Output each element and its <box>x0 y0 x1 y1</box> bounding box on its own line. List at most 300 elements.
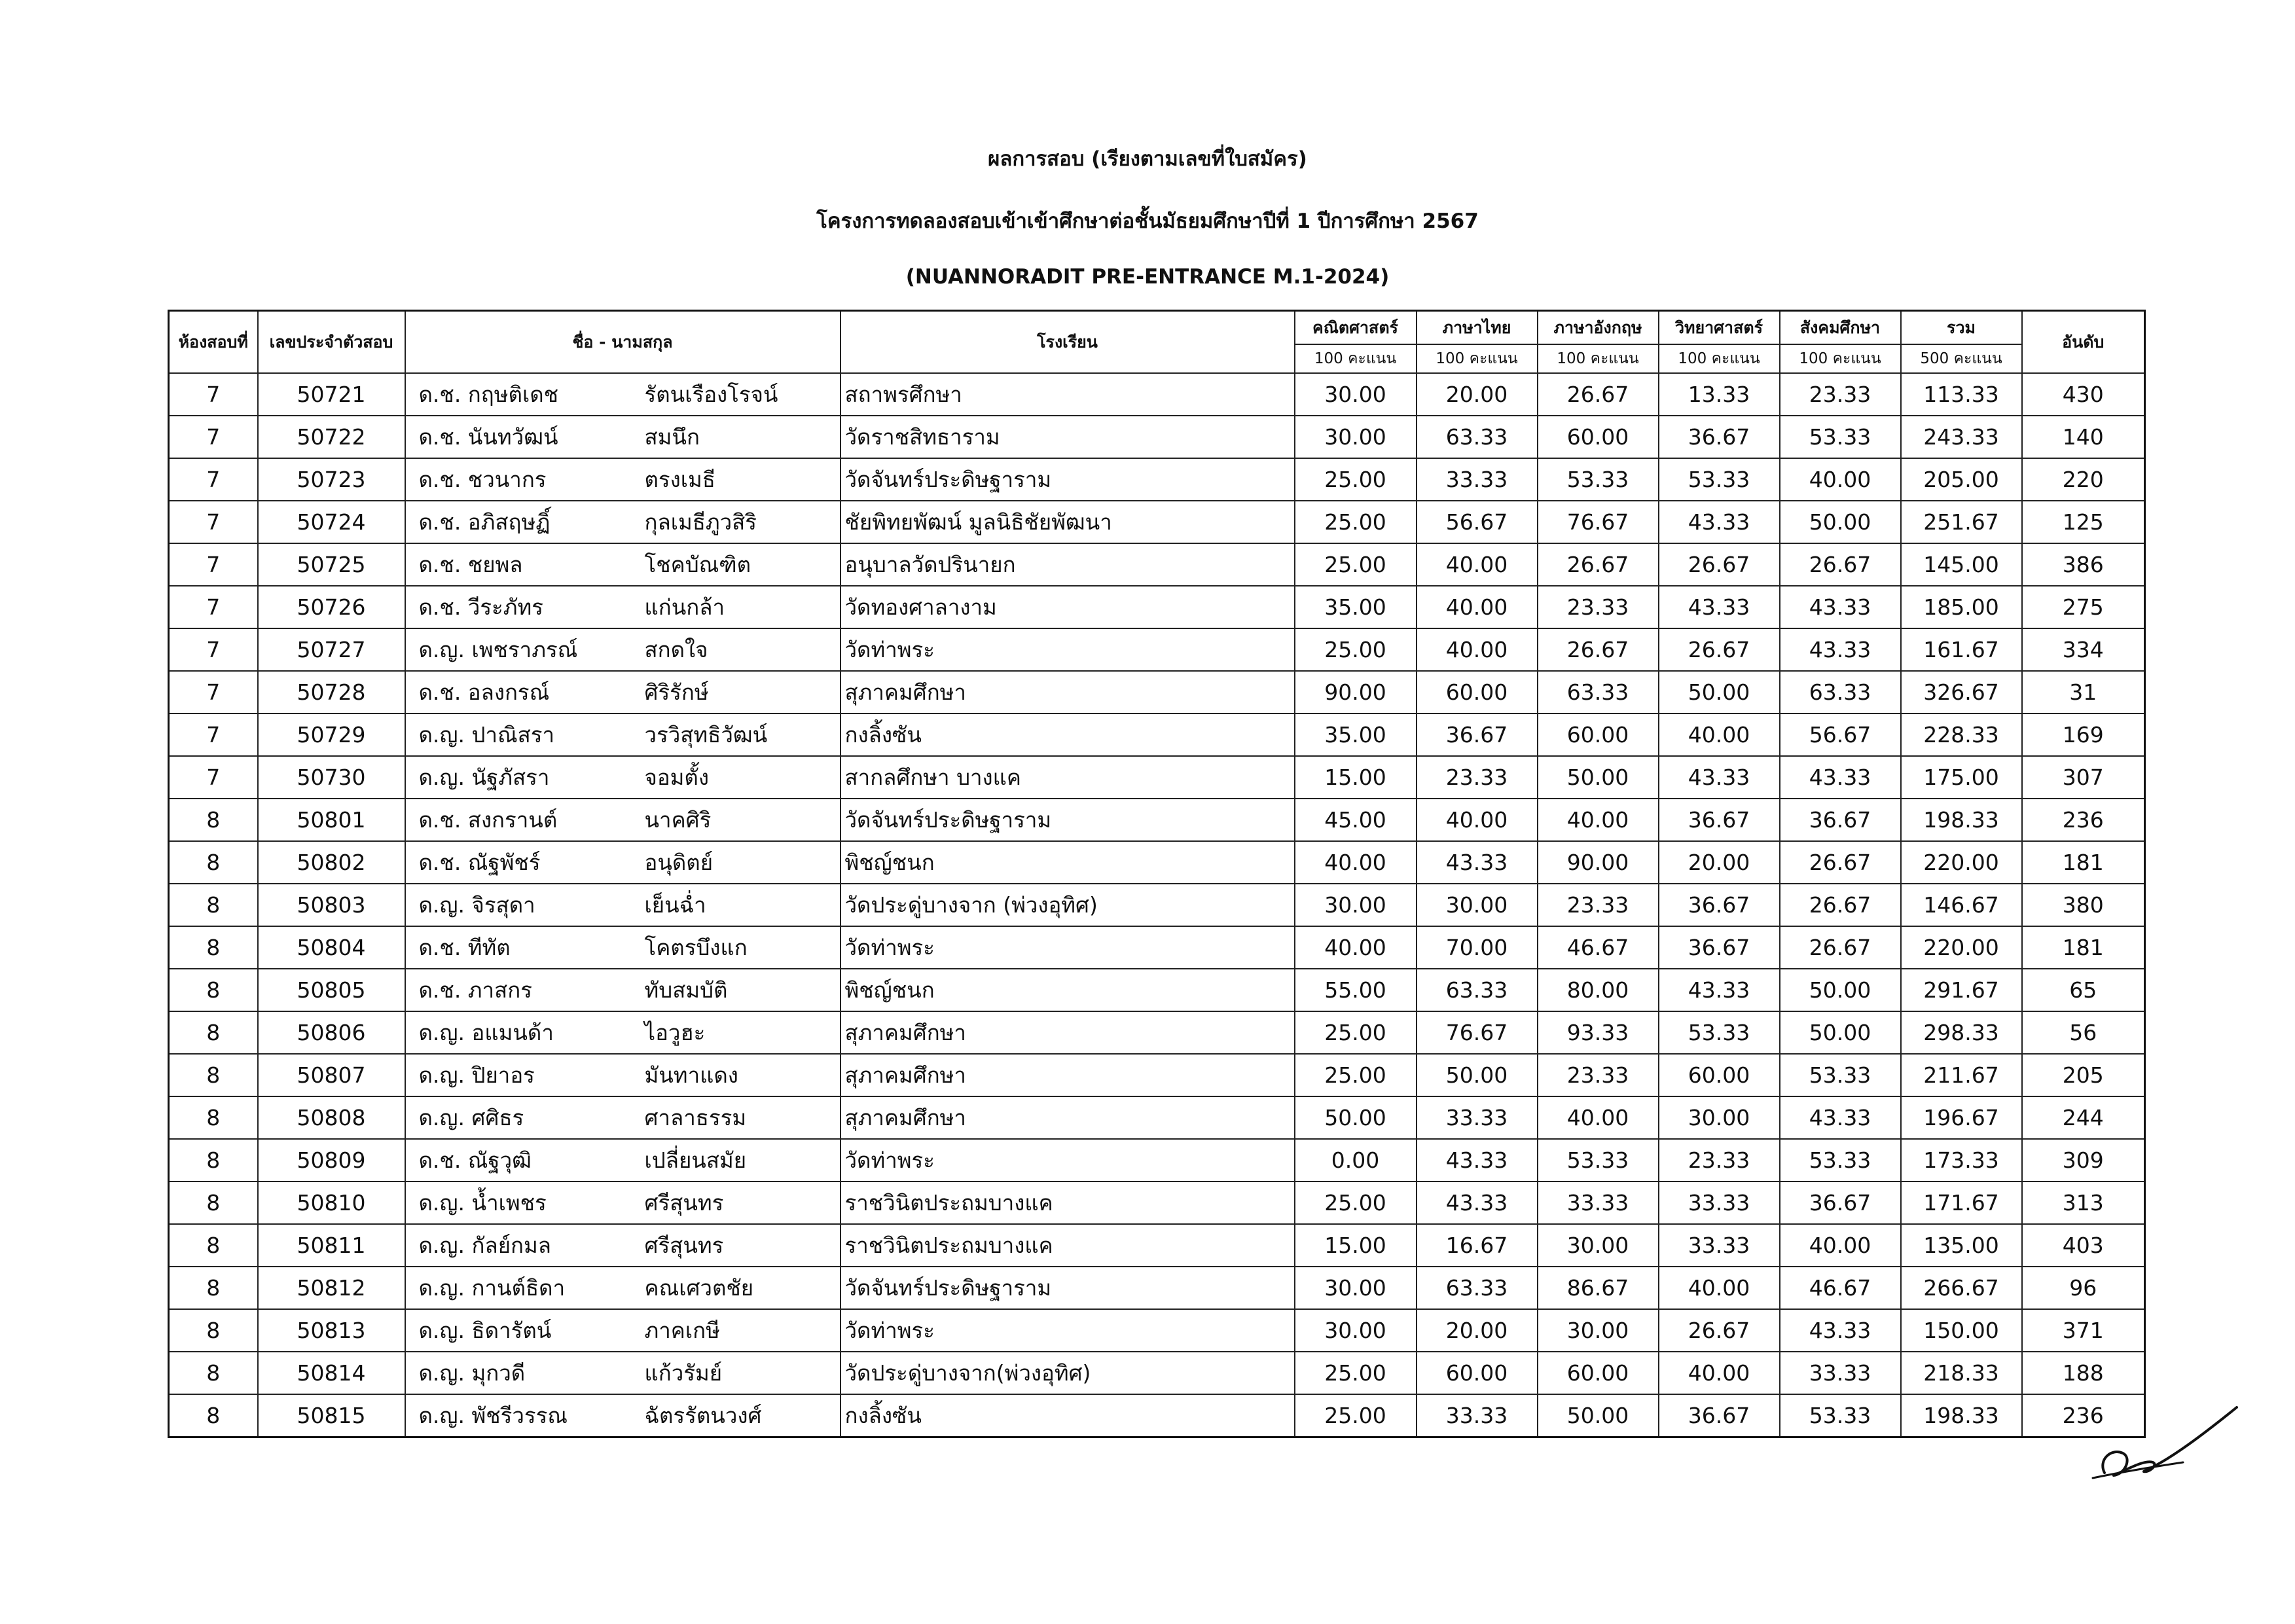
exam-id-cell: 50804 <box>258 926 405 969</box>
exam-id-cell: 50812 <box>258 1267 405 1309</box>
table-row <box>169 458 2145 501</box>
english-score-cell: 23.33 <box>1538 1054 1659 1096</box>
room-cell: 7 <box>169 713 258 756</box>
school-cell: วัดท่าพระ <box>840 1309 1295 1352</box>
science-score-cell: 36.67 <box>1659 416 1780 458</box>
rank-cell: 140 <box>2022 416 2145 458</box>
surname: แก้วรัมย์ <box>644 1360 723 1386</box>
math-score-cell: 25.00 <box>1295 1352 1417 1394</box>
social-score-cell: 53.33 <box>1780 416 1901 458</box>
table-row <box>169 586 2145 628</box>
name-cell <box>405 671 840 713</box>
exam-id-cell: 50730 <box>258 756 405 799</box>
surname: สมนึก <box>644 424 700 450</box>
room-cell: 8 <box>169 841 258 884</box>
max-score-social: 100 คะแนน <box>1780 344 1901 373</box>
first-name: ด.ช. ชวนากร <box>418 467 547 492</box>
first-name: ด.ช. อภิสฤษฏิ์ <box>418 509 551 535</box>
rank-cell: 275 <box>2022 586 2145 628</box>
english-score-cell: 60.00 <box>1538 713 1659 756</box>
name-cell <box>405 628 840 671</box>
science-score-cell: 53.33 <box>1659 458 1780 501</box>
rank-cell: 65 <box>2022 969 2145 1011</box>
math-score-cell: 0.00 <box>1295 1139 1417 1182</box>
name-cell <box>405 373 840 416</box>
english-score-cell: 26.67 <box>1538 543 1659 586</box>
max-score-math: 100 คะแนน <box>1295 344 1417 373</box>
first-name: ด.ญ. ปาณิสรา <box>418 722 555 748</box>
table-row <box>169 1011 2145 1054</box>
thai-score-cell: 33.33 <box>1417 458 1538 501</box>
room-cell: 8 <box>169 1054 258 1096</box>
room-cell: 8 <box>169 1011 258 1054</box>
surname: รัตนเรืองโรจน์ <box>644 382 778 407</box>
table-row <box>169 756 2145 799</box>
rank-cell: 236 <box>2022 799 2145 841</box>
science-score-cell: 36.67 <box>1659 799 1780 841</box>
room-cell: 8 <box>169 1267 258 1309</box>
table-row <box>169 1394 2145 1437</box>
exam-id-cell: 50722 <box>258 416 405 458</box>
first-name: ด.ญ. อแมนด้า <box>418 1020 554 1045</box>
thai-score-cell: 16.67 <box>1417 1224 1538 1267</box>
thai-score-cell: 63.33 <box>1417 1267 1538 1309</box>
science-score-cell: 40.00 <box>1659 1267 1780 1309</box>
first-name: ด.ญ. ธิดารัตน์ <box>418 1318 552 1343</box>
table-row <box>169 373 2145 416</box>
thai-score-cell: 20.00 <box>1417 1309 1538 1352</box>
english-score-cell: 60.00 <box>1538 1352 1659 1394</box>
math-score-cell: 35.00 <box>1295 586 1417 628</box>
social-score-cell: 36.67 <box>1780 799 1901 841</box>
math-score-cell: 40.00 <box>1295 926 1417 969</box>
social-score-cell: 53.33 <box>1780 1054 1901 1096</box>
rank-cell: 236 <box>2022 1394 2145 1437</box>
rank-cell: 309 <box>2022 1139 2145 1182</box>
science-score-cell: 26.67 <box>1659 628 1780 671</box>
school-cell: สุภาคมศึกษา <box>840 671 1295 713</box>
science-score-cell: 13.33 <box>1659 373 1780 416</box>
english-score-cell: 80.00 <box>1538 969 1659 1011</box>
english-score-cell: 46.67 <box>1538 926 1659 969</box>
table-row <box>169 1182 2145 1224</box>
room-cell: 8 <box>169 1309 258 1352</box>
thai-score-cell: 63.33 <box>1417 969 1538 1011</box>
room-cell: 8 <box>169 1394 258 1437</box>
math-score-cell: 25.00 <box>1295 1394 1417 1437</box>
first-name: ด.ช. กฤษติเดช <box>418 382 559 407</box>
room-cell: 7 <box>169 628 258 671</box>
thai-score-cell: 43.33 <box>1417 841 1538 884</box>
col-header-school: โรงเรียน <box>840 311 1295 374</box>
science-score-cell: 53.33 <box>1659 1011 1780 1054</box>
surname: ศาลาธรรม <box>644 1105 747 1130</box>
rank-cell: 220 <box>2022 458 2145 501</box>
document-subtitle: โครงการทดลองสอบเข้าเข้าศึกษาต่อชั้นมัธยมศึกษาปีที่ 1 ปีการศึกษา 2567 <box>816 209 1479 233</box>
total-score-cell: 113.33 <box>1901 373 2022 416</box>
table-row <box>169 1096 2145 1139</box>
school-cell: วัดท่าพระ <box>840 628 1295 671</box>
math-score-cell: 15.00 <box>1295 1224 1417 1267</box>
first-name: ด.ช. สงกรานต์ <box>418 807 558 833</box>
table-row <box>169 1309 2145 1352</box>
social-score-cell: 43.33 <box>1780 628 1901 671</box>
rank-cell: 371 <box>2022 1309 2145 1352</box>
english-score-cell: 26.67 <box>1538 628 1659 671</box>
math-score-cell: 25.00 <box>1295 501 1417 543</box>
total-score-cell: 146.67 <box>1901 884 2022 926</box>
school-cell: วัดท่าพระ <box>840 1139 1295 1182</box>
exam-id-cell: 50802 <box>258 841 405 884</box>
total-score-cell: 196.67 <box>1901 1096 2022 1139</box>
rank-cell: 96 <box>2022 1267 2145 1309</box>
room-cell: 7 <box>169 756 258 799</box>
rank-cell: 307 <box>2022 756 2145 799</box>
total-score-cell: 205.00 <box>1901 458 2022 501</box>
total-score-cell: 251.67 <box>1901 501 2022 543</box>
social-score-cell: 23.33 <box>1780 373 1901 416</box>
english-score-cell: 30.00 <box>1538 1224 1659 1267</box>
surname: ศรีสุนทร <box>644 1233 724 1258</box>
thai-score-cell: 40.00 <box>1417 799 1538 841</box>
first-name: ด.ช. ชยพล <box>418 552 523 577</box>
table-row <box>169 1224 2145 1267</box>
science-score-cell: 36.67 <box>1659 1394 1780 1437</box>
surname: กุลเมธีภูวสิริ <box>644 509 757 535</box>
exam-id-cell: 50728 <box>258 671 405 713</box>
rank-cell: 380 <box>2022 884 2145 926</box>
school-cell: ราชวินิตประถมบางแค <box>840 1182 1295 1224</box>
rank-cell: 205 <box>2022 1054 2145 1096</box>
social-score-cell: 36.67 <box>1780 1182 1901 1224</box>
room-cell: 8 <box>169 1096 258 1139</box>
social-score-cell: 56.67 <box>1780 713 1901 756</box>
math-score-cell: 30.00 <box>1295 373 1417 416</box>
total-score-cell: 218.33 <box>1901 1352 2022 1394</box>
table-row <box>169 416 2145 458</box>
name-cell <box>405 756 840 799</box>
total-score-cell: 211.67 <box>1901 1054 2022 1096</box>
school-cell: สุภาคมศึกษา <box>840 1011 1295 1054</box>
document-title: ผลการสอบ (เรียงตามเลขที่ใบสมัคร) <box>988 147 1307 171</box>
thai-score-cell: 36.67 <box>1417 713 1538 756</box>
first-name: ด.ญ. ปิยาอร <box>418 1062 535 1088</box>
name-cell <box>405 799 840 841</box>
social-score-cell: 26.67 <box>1780 543 1901 586</box>
first-name: ด.ญ. มุกวดี <box>418 1360 526 1386</box>
first-name: ด.ช. วีระภัทร <box>418 594 544 620</box>
exam-id-cell: 50801 <box>258 799 405 841</box>
thai-score-cell: 63.33 <box>1417 416 1538 458</box>
english-score-cell: 60.00 <box>1538 416 1659 458</box>
surname: ภาคเกษี <box>644 1318 720 1343</box>
total-score-cell: 145.00 <box>1901 543 2022 586</box>
math-score-cell: 25.00 <box>1295 1182 1417 1224</box>
rank-cell: 244 <box>2022 1096 2145 1139</box>
surname: เปลี่ยนสมัย <box>644 1147 747 1173</box>
science-score-cell: 26.67 <box>1659 1309 1780 1352</box>
science-score-cell: 43.33 <box>1659 969 1780 1011</box>
total-score-cell: 171.67 <box>1901 1182 2022 1224</box>
col-header-social: สังคมศึกษา <box>1780 311 1901 345</box>
social-score-cell: 26.67 <box>1780 884 1901 926</box>
exam-id-cell: 50813 <box>258 1309 405 1352</box>
name-cell <box>405 586 840 628</box>
exam-id-cell: 50729 <box>258 713 405 756</box>
thai-score-cell: 43.33 <box>1417 1182 1538 1224</box>
signature-mark <box>2085 1394 2242 1486</box>
english-score-cell: 76.67 <box>1538 501 1659 543</box>
first-name: ด.ช. ณัฐวุฒิ <box>418 1147 532 1173</box>
table-row <box>169 926 2145 969</box>
math-score-cell: 40.00 <box>1295 841 1417 884</box>
name-cell <box>405 1054 840 1096</box>
math-score-cell: 25.00 <box>1295 1054 1417 1096</box>
thai-score-cell: 50.00 <box>1417 1054 1538 1096</box>
thai-score-cell: 56.67 <box>1417 501 1538 543</box>
surname: อนุดิตย์ <box>644 850 714 875</box>
total-score-cell: 175.00 <box>1901 756 2022 799</box>
social-score-cell: 26.67 <box>1780 841 1901 884</box>
thai-score-cell: 40.00 <box>1417 586 1538 628</box>
name-cell <box>405 926 840 969</box>
col-header-math: คณิตศาสตร์ <box>1295 311 1417 345</box>
col-header-name: ชื่อ - นามสกุล <box>405 311 840 374</box>
school-cell: วัดทองศาลางาม <box>840 586 1295 628</box>
english-score-cell: 50.00 <box>1538 1394 1659 1437</box>
total-score-cell: 266.67 <box>1901 1267 2022 1309</box>
rank-cell: 313 <box>2022 1182 2145 1224</box>
total-score-cell: 243.33 <box>1901 416 2022 458</box>
col-header-thai: ภาษาไทย <box>1417 311 1538 345</box>
english-score-cell: 50.00 <box>1538 756 1659 799</box>
col-header-rank: อันดับ <box>2022 311 2145 374</box>
room-cell: 8 <box>169 1182 258 1224</box>
social-score-cell: 53.33 <box>1780 1139 1901 1182</box>
total-score-cell: 161.67 <box>1901 628 2022 671</box>
science-score-cell: 20.00 <box>1659 841 1780 884</box>
social-score-cell: 26.67 <box>1780 926 1901 969</box>
social-score-cell: 50.00 <box>1780 501 1901 543</box>
surname: วรวิสุทธิวัฒน์ <box>644 722 768 748</box>
first-name: ด.ญ. จิรสุดา <box>418 892 535 918</box>
total-score-cell: 135.00 <box>1901 1224 2022 1267</box>
math-score-cell: 30.00 <box>1295 884 1417 926</box>
name-cell <box>405 884 840 926</box>
school-cell: วัดท่าพระ <box>840 926 1295 969</box>
name-cell <box>405 1096 840 1139</box>
table-row <box>169 1267 2145 1309</box>
rank-cell: 181 <box>2022 926 2145 969</box>
thai-score-cell: 60.00 <box>1417 671 1538 713</box>
surname: นาคศิริ <box>644 807 712 833</box>
first-name: ด.ช. ทีทัต <box>418 935 511 960</box>
math-score-cell: 45.00 <box>1295 799 1417 841</box>
max-score-english: 100 คะแนน <box>1538 344 1659 373</box>
total-score-cell: 150.00 <box>1901 1309 2022 1352</box>
total-score-cell: 220.00 <box>1901 841 2022 884</box>
total-score-cell: 185.00 <box>1901 586 2022 628</box>
first-name: ด.ญ. กัลย์กมล <box>418 1233 552 1258</box>
surname: ฉัตรรัตนวงศ์ <box>644 1403 762 1428</box>
school-cell: วัดราชสิทธาราม <box>840 416 1295 458</box>
thai-score-cell: 33.33 <box>1417 1096 1538 1139</box>
first-name: ด.ช. อลงกรณ์ <box>418 679 550 705</box>
name-cell <box>405 1352 840 1394</box>
surname: เย็นฉ่ำ <box>644 892 706 918</box>
exam-id-cell: 50803 <box>258 884 405 926</box>
exam-id-cell: 50726 <box>258 586 405 628</box>
exam-id-cell: 50808 <box>258 1096 405 1139</box>
table-row <box>169 841 2145 884</box>
school-cell: กงลิ้งซัน <box>840 1394 1295 1437</box>
math-score-cell: 90.00 <box>1295 671 1417 713</box>
total-score-cell: 198.33 <box>1901 799 2022 841</box>
thai-score-cell: 30.00 <box>1417 884 1538 926</box>
school-cell: พิชญ์ชนก <box>840 969 1295 1011</box>
surname: ศิริรักษ์ <box>644 679 709 705</box>
room-cell: 7 <box>169 458 258 501</box>
exam-id-cell: 50805 <box>258 969 405 1011</box>
surname: จอมตั้ง <box>644 765 709 790</box>
first-name: ด.ญ. ศศิธร <box>418 1105 524 1130</box>
school-cell: กงลิ้งซัน <box>840 713 1295 756</box>
name-cell <box>405 416 840 458</box>
science-score-cell: 23.33 <box>1659 1139 1780 1182</box>
thai-score-cell: 60.00 <box>1417 1352 1538 1394</box>
school-cell: วัดจันทร์ประดิษฐาราม <box>840 1267 1295 1309</box>
science-score-cell: 36.67 <box>1659 884 1780 926</box>
exam-id-cell: 50814 <box>258 1352 405 1394</box>
school-cell: สุภาคมศึกษา <box>840 1096 1295 1139</box>
school-cell: พิชญ์ชนก <box>840 841 1295 884</box>
total-score-cell: 198.33 <box>1901 1394 2022 1437</box>
english-score-cell: 40.00 <box>1538 799 1659 841</box>
english-score-cell: 23.33 <box>1538 586 1659 628</box>
name-cell <box>405 841 840 884</box>
math-score-cell: 25.00 <box>1295 1011 1417 1054</box>
thai-score-cell: 40.00 <box>1417 628 1538 671</box>
name-cell <box>405 1267 840 1309</box>
thai-score-cell: 70.00 <box>1417 926 1538 969</box>
science-score-cell: 30.00 <box>1659 1096 1780 1139</box>
rank-cell: 188 <box>2022 1352 2145 1394</box>
exam-id-cell: 50815 <box>258 1394 405 1437</box>
col-header-exam-id: เลขประจำตัวสอบ <box>258 311 405 374</box>
first-name: ด.ช. ณัฐพัชร์ <box>418 850 541 875</box>
exam-id-cell: 50721 <box>258 373 405 416</box>
name-cell <box>405 1182 840 1224</box>
social-score-cell: 43.33 <box>1780 756 1901 799</box>
room-cell: 8 <box>169 1224 258 1267</box>
science-score-cell: 33.33 <box>1659 1182 1780 1224</box>
total-score-cell: 220.00 <box>1901 926 2022 969</box>
thai-score-cell: 40.00 <box>1417 543 1538 586</box>
school-cell: วัดจันทร์ประดิษฐาราม <box>840 799 1295 841</box>
table-row <box>169 671 2145 713</box>
thai-score-cell: 20.00 <box>1417 373 1538 416</box>
surname: ไอวูฮะ <box>644 1020 706 1045</box>
first-name: ด.ญ. กานต์ธิดา <box>418 1275 566 1301</box>
name-cell <box>405 458 840 501</box>
surname: ทับสมบัติ <box>644 977 728 1003</box>
school-cell: ราชวินิตประถมบางแค <box>840 1224 1295 1267</box>
social-score-cell: 40.00 <box>1780 1224 1901 1267</box>
school-cell: วัดจันทร์ประดิษฐาราม <box>840 458 1295 501</box>
first-name: ด.ญ. พัชรีวรรณ <box>418 1403 568 1428</box>
table-row <box>169 543 2145 586</box>
col-header-total: รวม <box>1901 311 2022 345</box>
english-score-cell: 93.33 <box>1538 1011 1659 1054</box>
surname: โคตรบึงแก <box>644 935 748 960</box>
science-score-cell: 36.67 <box>1659 926 1780 969</box>
name-cell <box>405 1011 840 1054</box>
social-score-cell: 50.00 <box>1780 1011 1901 1054</box>
school-cell: สุภาคมศึกษา <box>840 1054 1295 1096</box>
max-score-science: 100 คะแนน <box>1659 344 1780 373</box>
exam-id-cell: 50807 <box>258 1054 405 1096</box>
room-cell: 8 <box>169 1139 258 1182</box>
first-name: ด.ญ. เพชราภรณ์ <box>418 637 578 662</box>
room-cell: 7 <box>169 416 258 458</box>
social-score-cell: 40.00 <box>1780 458 1901 501</box>
english-score-cell: 40.00 <box>1538 1096 1659 1139</box>
school-cell: ชัยพิทยพัฒน์ มูลนิธิชัยพัฒนา <box>840 501 1295 543</box>
exam-id-cell: 50725 <box>258 543 405 586</box>
table-row <box>169 501 2145 543</box>
math-score-cell: 50.00 <box>1295 1096 1417 1139</box>
table-row <box>169 969 2145 1011</box>
math-score-cell: 30.00 <box>1295 1267 1417 1309</box>
total-score-cell: 173.33 <box>1901 1139 2022 1182</box>
science-score-cell: 26.67 <box>1659 543 1780 586</box>
social-score-cell: 43.33 <box>1780 1309 1901 1352</box>
room-cell: 8 <box>169 884 258 926</box>
school-cell: อนุบาลวัดปรินายก <box>840 543 1295 586</box>
science-score-cell: 43.33 <box>1659 756 1780 799</box>
science-score-cell: 43.33 <box>1659 586 1780 628</box>
rank-cell: 125 <box>2022 501 2145 543</box>
english-score-cell: 90.00 <box>1538 841 1659 884</box>
math-score-cell: 30.00 <box>1295 416 1417 458</box>
social-score-cell: 43.33 <box>1780 586 1901 628</box>
exam-id-cell: 50810 <box>258 1182 405 1224</box>
english-score-cell: 86.67 <box>1538 1267 1659 1309</box>
name-cell <box>405 543 840 586</box>
table-row <box>169 884 2145 926</box>
document-program-name: (NUANNORADIT PRE-ENTRANCE M.1-2024) <box>905 265 1390 289</box>
english-score-cell: 63.33 <box>1538 671 1659 713</box>
math-score-cell: 15.00 <box>1295 756 1417 799</box>
exam-id-cell: 50809 <box>258 1139 405 1182</box>
table-body <box>169 373 2145 1437</box>
english-score-cell: 26.67 <box>1538 373 1659 416</box>
name-cell <box>405 1394 840 1437</box>
table-row <box>169 799 2145 841</box>
school-cell: สถาพรศึกษา <box>840 373 1295 416</box>
surname: แก่นกล้า <box>644 594 725 620</box>
social-score-cell: 53.33 <box>1780 1394 1901 1437</box>
name-cell <box>405 1309 840 1352</box>
exam-id-cell: 50811 <box>258 1224 405 1267</box>
english-score-cell: 53.33 <box>1538 458 1659 501</box>
school-cell: วัดประดู่บางจาก (พ่วงอุทิศ) <box>840 884 1295 926</box>
room-cell: 7 <box>169 671 258 713</box>
table-row <box>169 713 2145 756</box>
math-score-cell: 55.00 <box>1295 969 1417 1011</box>
rank-cell: 56 <box>2022 1011 2145 1054</box>
total-score-cell: 228.33 <box>1901 713 2022 756</box>
